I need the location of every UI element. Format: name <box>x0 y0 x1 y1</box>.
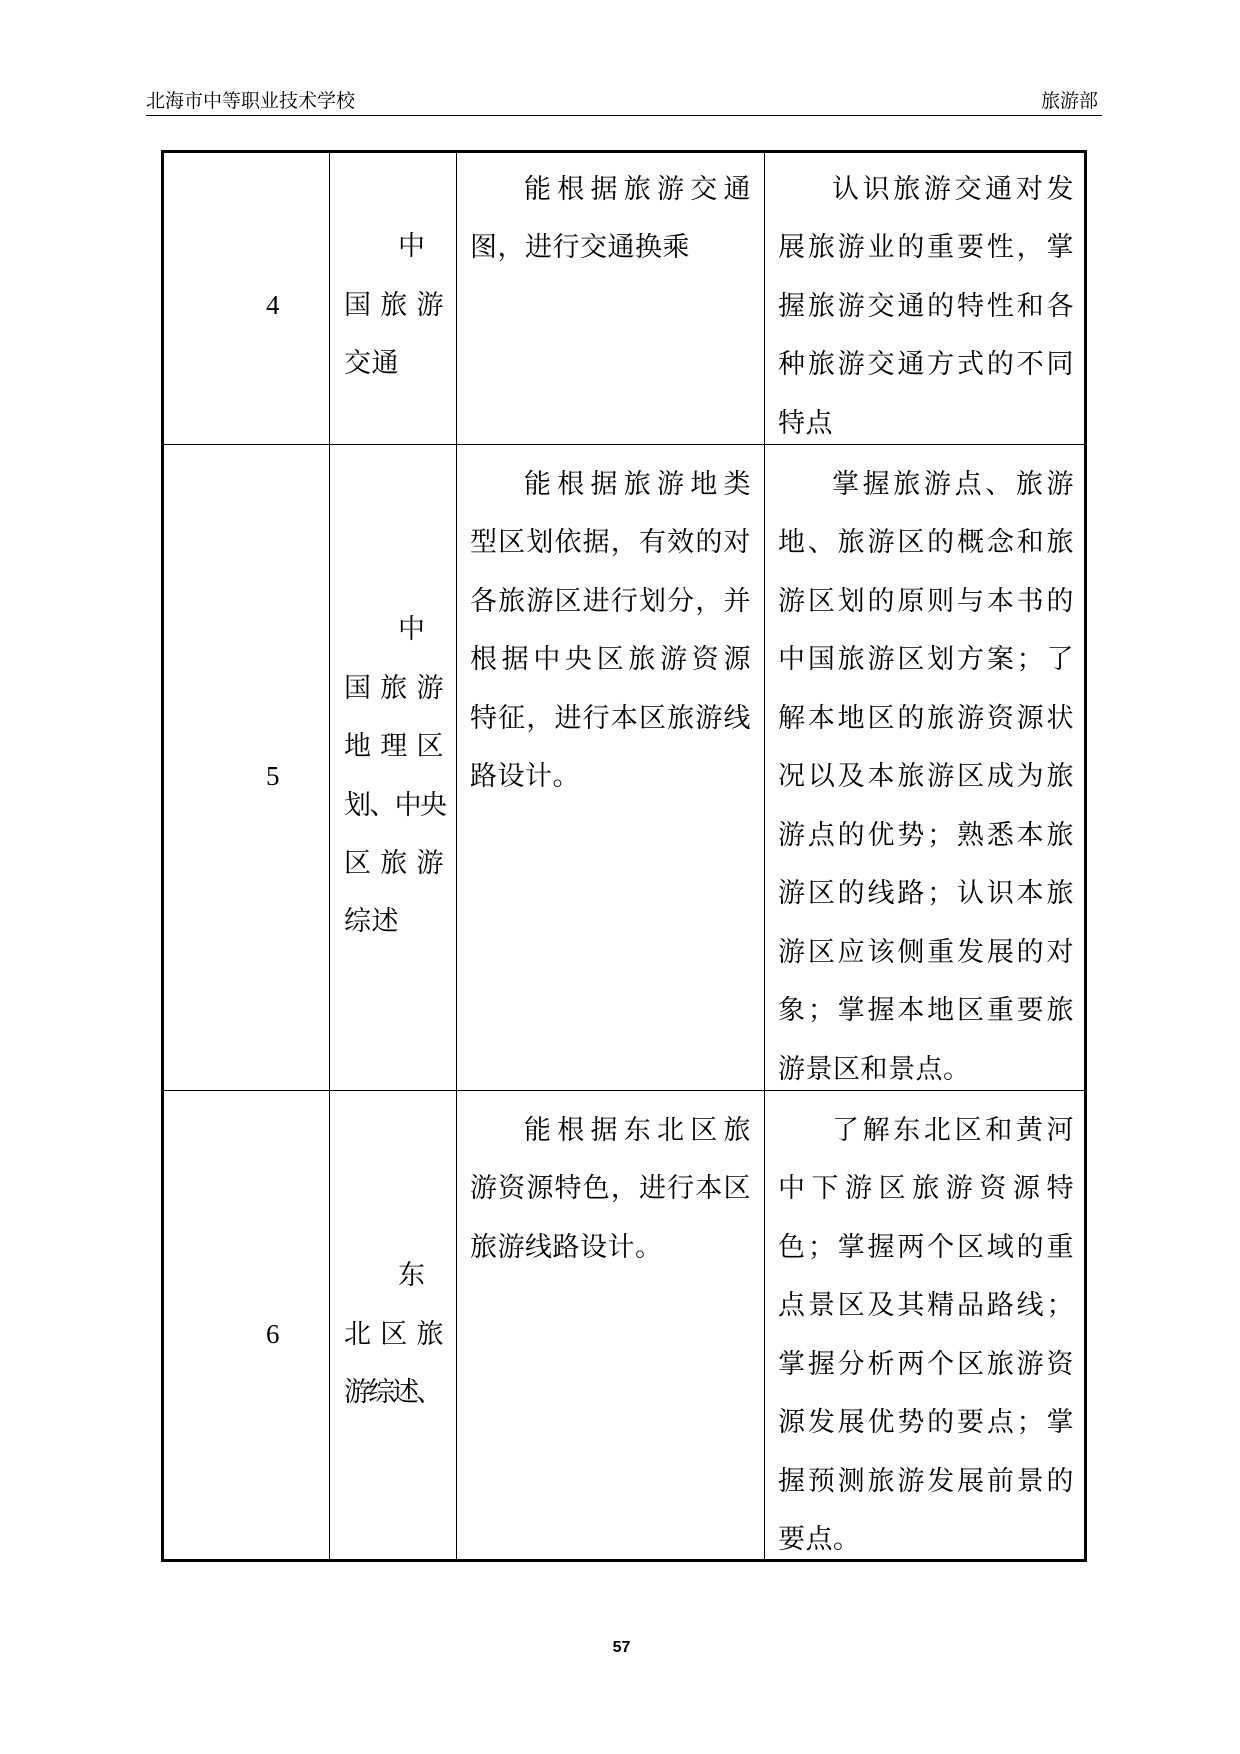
topic-line: 中 <box>398 614 426 645</box>
knowledge-line: 中下游区旅游资源特 <box>778 1173 1074 1204</box>
topic-line: 游综述、 <box>344 1377 440 1408</box>
knowledge-line: 展旅游业的重要性，掌 <box>778 232 1074 263</box>
skill-line: 游资源特色，进行本区 <box>470 1173 751 1204</box>
lesson-number-cell <box>161 150 330 445</box>
topic-line: 北区旅 <box>344 1318 444 1349</box>
topic-line: 国旅游 <box>344 289 444 320</box>
knowledge-line: 点景区及其精品路线； <box>778 1290 1074 1321</box>
lesson-number: 4 <box>266 290 280 320</box>
knowledge-line: 掌握分析两个区旅游资 <box>778 1348 1074 1379</box>
lesson-number-cell <box>161 445 330 1091</box>
knowledge-line: 特点 <box>778 407 833 438</box>
table-row <box>161 150 1087 445</box>
knowledge-line: 游区的线路；认识本旅 <box>778 878 1074 909</box>
header-rule <box>146 115 1102 116</box>
lesson-number: 5 <box>266 760 280 791</box>
skill-line: 各旅游区进行划分，并 <box>470 585 751 616</box>
topic-line: 地理区 <box>344 731 444 762</box>
topic-line: 综述 <box>344 906 399 937</box>
knowledge-line: 要点。 <box>778 1524 861 1555</box>
knowledge-line: 中国旅游区划方案；了 <box>778 644 1074 675</box>
knowledge-line: 游点的优势；熟悉本旅 <box>778 819 1074 850</box>
knowledge-line: 游区划的原则与本书的 <box>778 585 1074 616</box>
skill-cell <box>457 445 765 1091</box>
skill-line: 根据中央区旅游资源 <box>470 644 751 675</box>
table-row <box>161 1091 1087 1562</box>
knowledge-line: 象；掌握本地区重要旅 <box>778 995 1074 1026</box>
topic-line: 划、中央 <box>344 789 444 820</box>
topic-line: 交通 <box>344 348 399 379</box>
skill-cell <box>457 1091 765 1562</box>
knowledge-line: 解本地区的旅游资源状 <box>778 702 1074 733</box>
page-number: 57 <box>612 1639 631 1656</box>
skill-line: 图，进行交通换乘 <box>470 232 690 263</box>
skill-line: 能根据旅游交通 <box>524 174 751 204</box>
knowledge-line: 色；掌握两个区域的重 <box>778 1231 1074 1262</box>
skill-line: 旅游线路设计。 <box>470 1231 663 1262</box>
topic-cell <box>330 1091 457 1562</box>
skill-line: 型区划依据，有效的对 <box>470 527 751 558</box>
knowledge-line: 游景区和景点。 <box>778 1053 971 1084</box>
table-row <box>161 445 1087 1091</box>
topic-line: 国旅游 <box>344 672 444 703</box>
knowledge-cell <box>765 445 1087 1091</box>
lesson-number: 6 <box>266 1319 280 1349</box>
topic-line: 区旅游 <box>344 847 444 878</box>
knowledge-line: 握预测旅游发展前景的 <box>778 1465 1074 1496</box>
skill-line: 路设计。 <box>470 761 580 792</box>
knowledge-line: 地、旅游区的概念和旅 <box>778 527 1074 558</box>
topic-line: 东 <box>398 1260 426 1291</box>
knowledge-line: 掌握旅游点、旅游 <box>832 469 1074 499</box>
table-row-divider <box>161 444 1087 445</box>
topic-cell <box>330 445 457 1091</box>
skill-line: 特征，进行本区旅游线 <box>470 702 751 733</box>
table-column-divider <box>764 150 765 1562</box>
knowledge-line: 认识旅游交通对发 <box>832 174 1074 204</box>
knowledge-line: 了解东北区和黄河 <box>832 1115 1074 1145</box>
knowledge-line: 游区应该侧重发展的对 <box>778 936 1074 967</box>
skill-line: 能根据旅游地类 <box>524 469 751 499</box>
skill-line: 能根据东北区旅 <box>524 1115 751 1145</box>
table-column-divider <box>329 150 330 1562</box>
school-name: 北海市中等职业技术学校 <box>146 90 356 112</box>
topic-line: 中 <box>398 231 426 262</box>
department-name: 旅游部 <box>1040 90 1098 112</box>
knowledge-cell <box>765 1091 1087 1562</box>
table-column-divider <box>456 150 457 1562</box>
knowledge-line: 况以及本旅游区成为旅 <box>778 761 1074 792</box>
table-row-divider <box>161 1090 1087 1091</box>
knowledge-line: 种旅游交通方式的不同 <box>778 349 1074 380</box>
knowledge-cell <box>765 150 1087 445</box>
lesson-number-cell <box>161 1091 330 1562</box>
knowledge-line: 握旅游交通的特性和各 <box>778 290 1074 321</box>
knowledge-line: 源发展优势的要点；掌 <box>778 1407 1074 1438</box>
skill-cell <box>457 150 765 445</box>
topic-cell <box>330 150 457 445</box>
